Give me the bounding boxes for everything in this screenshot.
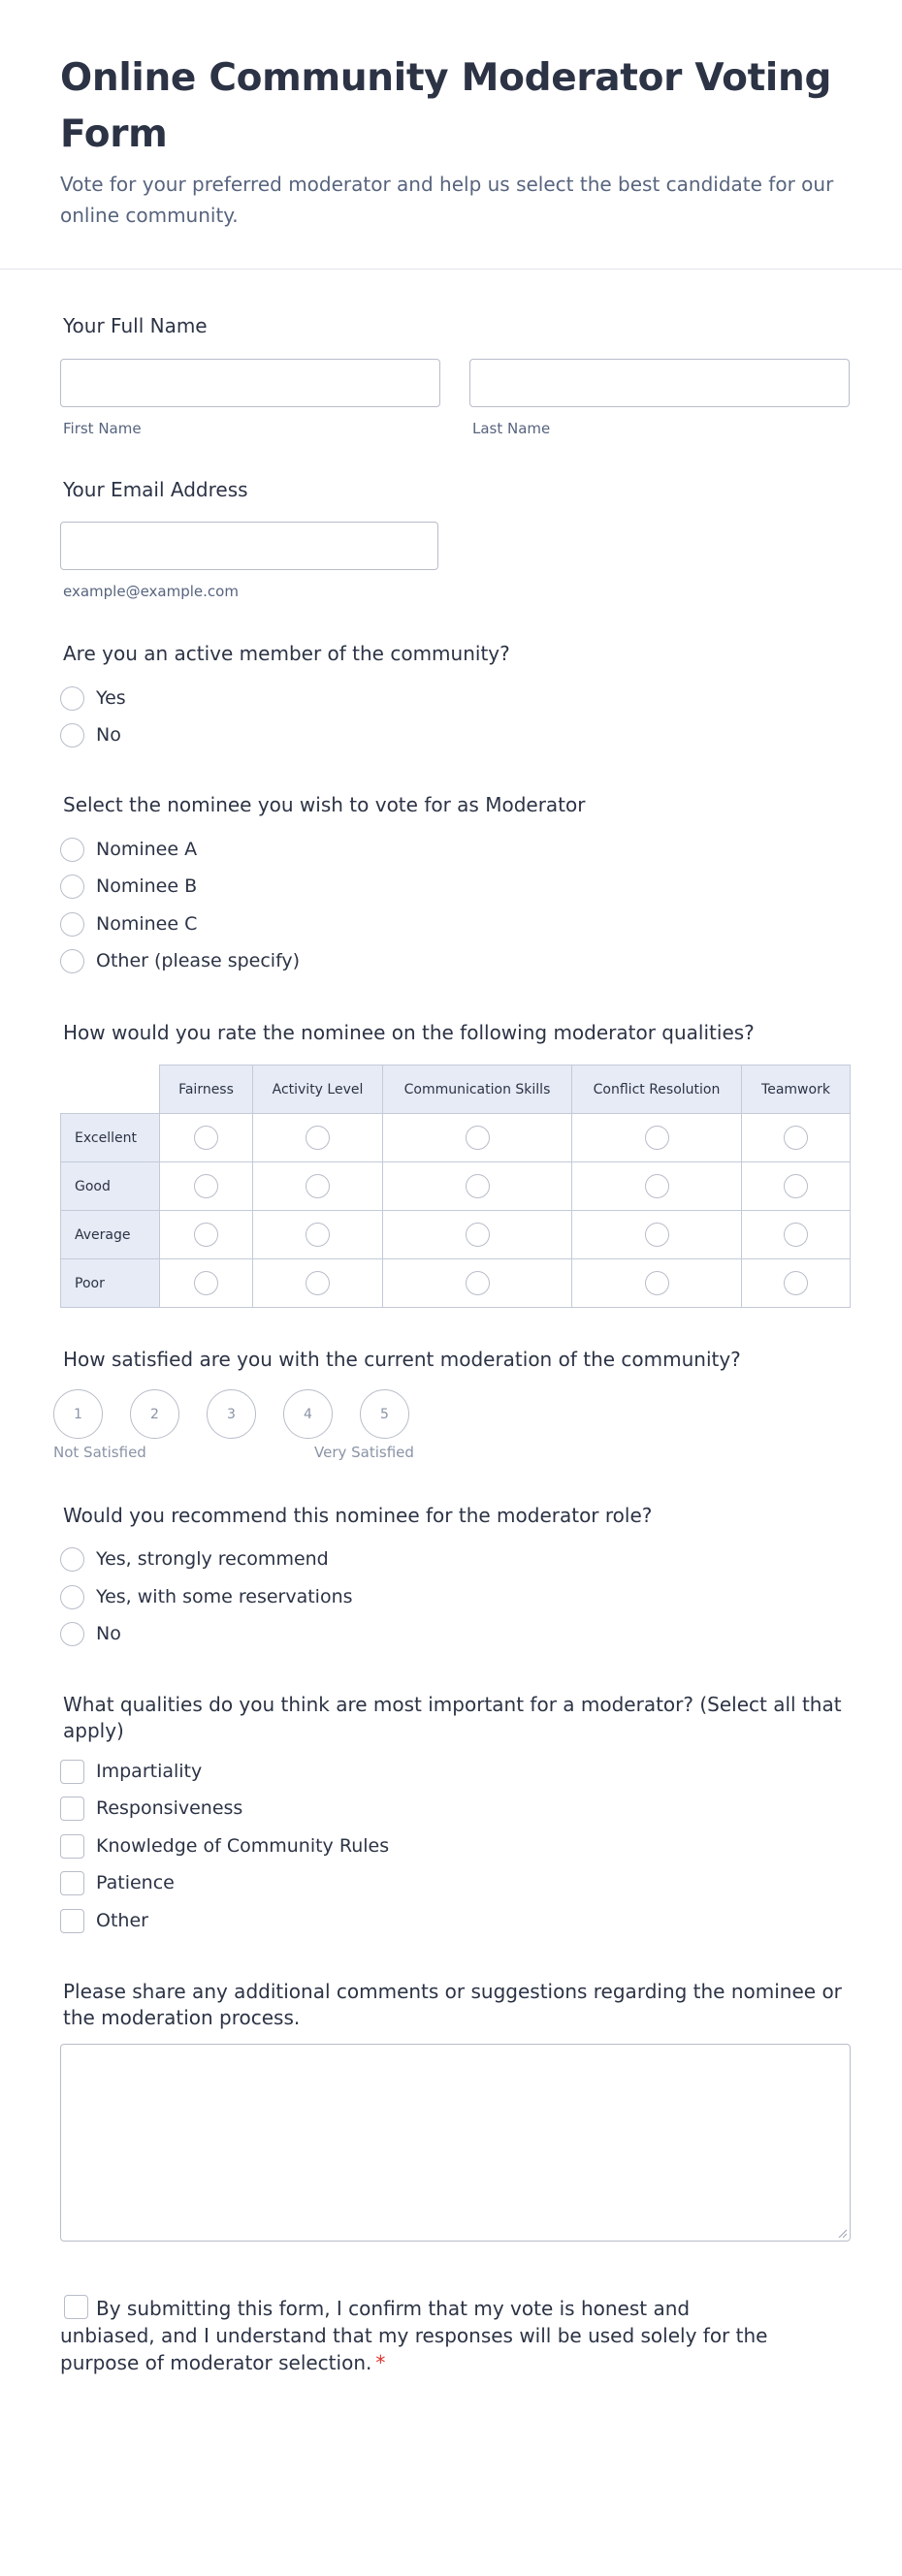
- rating-label: How would you rate the nominee on the following moderator qualities?: [63, 1021, 755, 1044]
- full-name-label: Your Full Name: [63, 314, 208, 337]
- radio-button[interactable]: [194, 1223, 218, 1247]
- quality-option-knowledge[interactable]: [60, 1832, 389, 1860]
- rating-matrix: [60, 1065, 851, 1308]
- option-label: Nominee A: [96, 839, 198, 860]
- quality-option-patience[interactable]: [60, 1869, 175, 1896]
- option-label: Responsiveness: [96, 1797, 243, 1819]
- radio-button[interactable]: [194, 1271, 218, 1295]
- active-member-option-yes[interactable]: [60, 684, 126, 712]
- first-name-input[interactable]: [60, 359, 440, 407]
- radio-button[interactable]: [645, 1223, 669, 1247]
- scale-option-5[interactable]: 5: [360, 1389, 409, 1439]
- scale-max-label: Very Satisfied: [314, 1444, 414, 1461]
- checkbox[interactable]: [60, 1797, 84, 1821]
- radio-button[interactable]: [60, 686, 84, 711]
- matrix-row-average: [61, 1211, 851, 1259]
- quality-option-impartiality[interactable]: [60, 1758, 202, 1785]
- matrix-cell[interactable]: [572, 1211, 742, 1259]
- scale-option-3[interactable]: 3: [207, 1389, 256, 1439]
- radio-button[interactable]: [645, 1174, 669, 1198]
- recommend-option-strongly[interactable]: [60, 1545, 329, 1573]
- form-subtitle: Vote for your preferred moderator and help us select the best candidate for our online community.: [60, 173, 834, 227]
- quality-option-other[interactable]: [60, 1907, 148, 1934]
- matrix-cell[interactable]: [160, 1162, 253, 1211]
- matrix-col-header: Teamwork: [742, 1065, 851, 1114]
- consent-text: By submitting this form, I confirm that my vote is honest and unbiased, and I understand that my responses will be used solely for the purpose of moderator selection.: [60, 2297, 768, 2374]
- option-label: Impartiality: [96, 1761, 203, 1782]
- matrix-row-poor: [61, 1259, 851, 1308]
- matrix-cell[interactable]: [253, 1162, 383, 1211]
- radio-button[interactable]: [60, 838, 84, 862]
- radio-button[interactable]: [306, 1223, 330, 1247]
- radio-button[interactable]: [645, 1271, 669, 1295]
- email-label: Your Email Address: [63, 478, 248, 501]
- scale-option-4[interactable]: 4: [283, 1389, 333, 1439]
- matrix-cell[interactable]: [383, 1259, 572, 1308]
- matrix-cell[interactable]: [742, 1259, 851, 1308]
- consent-checkbox[interactable]: [64, 2295, 88, 2319]
- qualities-label: What qualities do you think are most important for a moderator? (Select all that apply): [63, 1693, 842, 1742]
- radio-button[interactable]: [466, 1126, 490, 1150]
- radio-button[interactable]: [194, 1174, 218, 1198]
- checkbox[interactable]: [60, 1871, 84, 1895]
- radio-button[interactable]: [60, 875, 84, 899]
- required-mark: *: [375, 2351, 386, 2374]
- checkbox[interactable]: [60, 1760, 84, 1784]
- matrix-cell[interactable]: [253, 1259, 383, 1308]
- scale-option-2[interactable]: 2: [130, 1389, 179, 1439]
- first-name-sublabel: First Name: [63, 420, 142, 437]
- matrix-cell[interactable]: [383, 1114, 572, 1162]
- scale-option-1[interactable]: 1: [53, 1389, 103, 1439]
- option-label: No: [96, 724, 121, 746]
- last-name-sublabel: Last Name: [472, 420, 551, 437]
- matrix-row-excellent: [61, 1114, 851, 1162]
- matrix-col-header: Communication Skills: [383, 1065, 572, 1114]
- option-label: No: [96, 1623, 121, 1644]
- option-label: Other (please specify): [96, 950, 301, 971]
- matrix-col-header: Activity Level: [253, 1065, 383, 1114]
- radio-button[interactable]: [466, 1223, 490, 1247]
- recommend-option-reservations[interactable]: [60, 1583, 353, 1610]
- radio-button[interactable]: [784, 1174, 808, 1198]
- matrix-cell[interactable]: [572, 1259, 742, 1308]
- radio-button[interactable]: [306, 1271, 330, 1295]
- matrix-cell[interactable]: [572, 1162, 742, 1211]
- recommend-option-no[interactable]: [60, 1620, 121, 1647]
- radio-button[interactable]: [194, 1126, 218, 1150]
- option-label: Yes, with some reservations: [96, 1586, 353, 1607]
- form-title: Online Community Moderator Voting Form: [60, 56, 832, 156]
- matrix-cell[interactable]: [742, 1114, 851, 1162]
- radio-button[interactable]: [645, 1126, 669, 1150]
- email-hint: example@example.com: [63, 583, 239, 600]
- matrix-cell[interactable]: [160, 1114, 253, 1162]
- nominee-option-c[interactable]: [60, 910, 197, 938]
- satisfaction-label: How satisfied are you with the current moderation of the community?: [63, 1348, 741, 1371]
- scale-min-label: Not Satisfied: [53, 1444, 146, 1461]
- matrix-row-header: Poor: [61, 1259, 160, 1308]
- radio-button[interactable]: [60, 912, 84, 937]
- radio-button[interactable]: [784, 1271, 808, 1295]
- radio-button[interactable]: [784, 1223, 808, 1247]
- comments-label: Please share any additional comments or suggestions regarding the nominee or the moderation process.: [63, 1980, 842, 2029]
- nominee-option-b[interactable]: [60, 873, 197, 900]
- matrix-cell[interactable]: [160, 1259, 253, 1308]
- matrix-cell[interactable]: [383, 1162, 572, 1211]
- last-name-input[interactable]: [469, 359, 850, 407]
- email-input[interactable]: [60, 522, 438, 570]
- matrix-cell[interactable]: [383, 1211, 572, 1259]
- option-label: Knowledge of Community Rules: [96, 1835, 390, 1857]
- option-label: Yes, strongly recommend: [96, 1548, 329, 1570]
- matrix-row-good: [61, 1162, 851, 1211]
- option-label: Nominee C: [96, 913, 198, 935]
- radio-button[interactable]: [466, 1174, 490, 1198]
- nominee-option-a[interactable]: [60, 836, 197, 863]
- active-member-option-no[interactable]: [60, 721, 121, 748]
- matrix-corner: [61, 1065, 160, 1114]
- resize-grip-icon[interactable]: [837, 2228, 847, 2238]
- radio-button[interactable]: [306, 1126, 330, 1150]
- matrix-cell[interactable]: [742, 1211, 851, 1259]
- radio-button[interactable]: [60, 949, 84, 973]
- matrix-cell[interactable]: [572, 1114, 742, 1162]
- radio-button[interactable]: [60, 723, 84, 747]
- matrix-row-header: Average: [61, 1211, 160, 1259]
- matrix-cell[interactable]: [253, 1211, 383, 1259]
- checkbox[interactable]: [60, 1834, 84, 1859]
- quality-option-responsiveness[interactable]: [60, 1795, 242, 1822]
- matrix-col-header: Fairness: [160, 1065, 253, 1114]
- option-label: Yes: [96, 687, 126, 709]
- matrix-cell[interactable]: [742, 1162, 851, 1211]
- radio-button[interactable]: [60, 1622, 84, 1646]
- recommend-label: Would you recommend this nominee for the moderator role?: [63, 1504, 653, 1527]
- radio-button[interactable]: [60, 1547, 84, 1572]
- matrix-row-header: Good: [61, 1162, 160, 1211]
- radio-button[interactable]: [466, 1271, 490, 1295]
- form-header: [0, 0, 902, 270]
- radio-button[interactable]: [60, 1585, 84, 1609]
- nominee-label: Select the nominee you wish to vote for as Moderator: [63, 793, 586, 816]
- comments-textarea[interactable]: [60, 2044, 851, 2242]
- active-member-label: Are you an active member of the community?: [63, 642, 510, 665]
- nominee-option-other[interactable]: [60, 947, 300, 974]
- radio-button[interactable]: [784, 1126, 808, 1150]
- matrix-cell[interactable]: [253, 1114, 383, 1162]
- matrix-row-header: Excellent: [61, 1114, 160, 1162]
- consent-field: [60, 2295, 778, 2376]
- option-label: Other: [96, 1910, 148, 1931]
- checkbox[interactable]: [60, 1909, 84, 1933]
- matrix-col-header: Conflict Resolution: [572, 1065, 742, 1114]
- radio-button[interactable]: [306, 1174, 330, 1198]
- option-label: Patience: [96, 1872, 175, 1893]
- option-label: Nominee B: [96, 875, 198, 897]
- matrix-cell[interactable]: [160, 1211, 253, 1259]
